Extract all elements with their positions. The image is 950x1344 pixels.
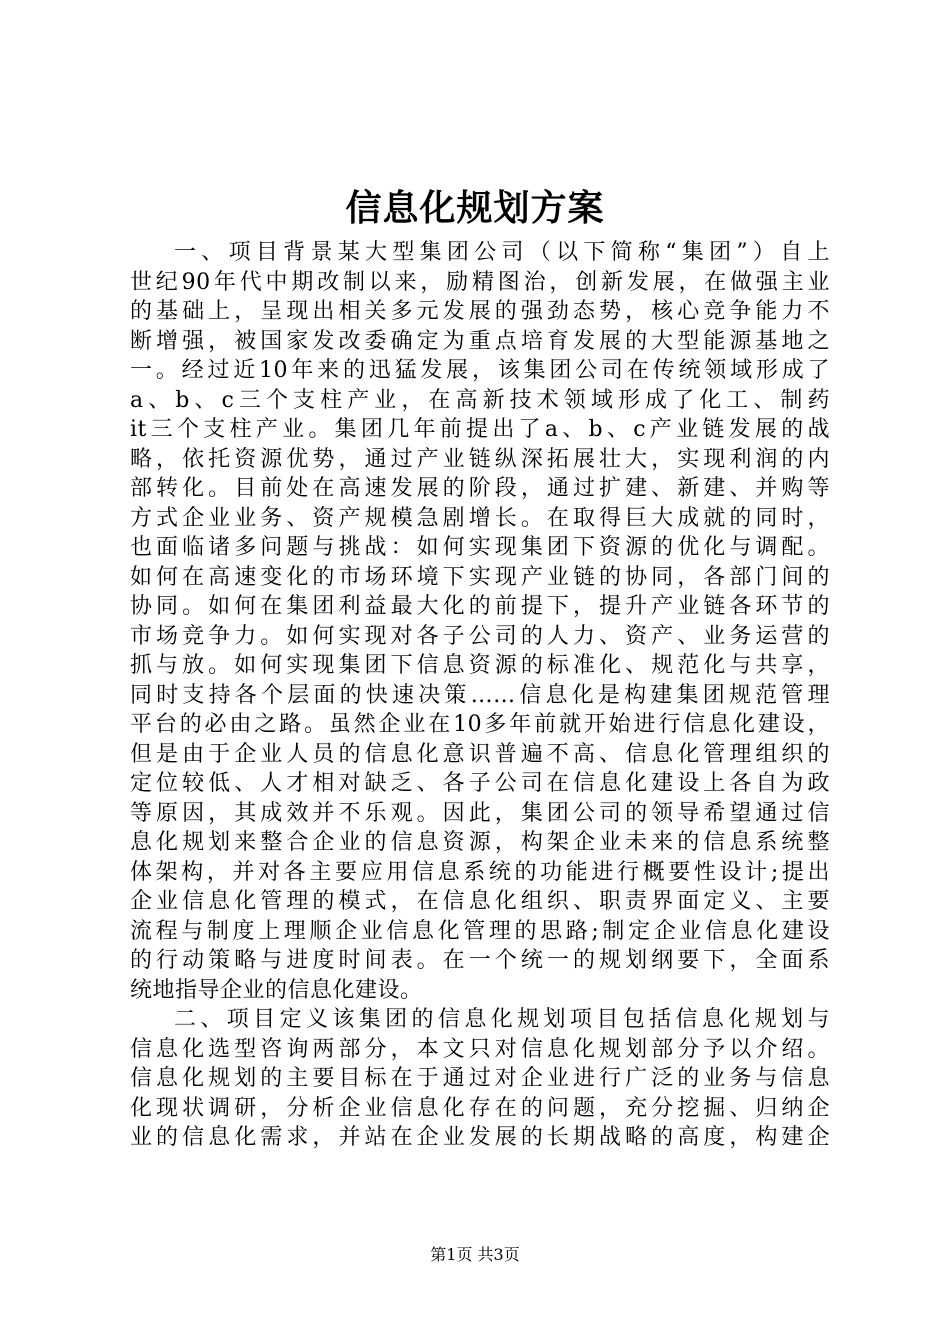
text-line: 协同。如何在集团利益最大化的前提下，提升产业链各环节的 xyxy=(130,594,830,619)
text-line: 化现状调研，分析企业信息化存在的问题，充分挖掘、归纳企 xyxy=(130,1095,830,1121)
text-line: 二、项目定义该集团的信息化规划项目包括信息化规划与 xyxy=(174,1007,830,1032)
text-line: 流程与制度上理顺企业信息化管理的思路;制定企业信息化建设 xyxy=(130,918,830,944)
text-line: 抓与放。如何实现集团下信息资源的标准化、规范化与共享， xyxy=(130,653,830,678)
text-line: 一、项目背景某大型集团公司（以下简称“集团”）自上 xyxy=(174,240,830,265)
text-line: 但是由于企业人员的信息化意识普遍不高、信息化管理组织的 xyxy=(130,741,830,767)
text-line: 方式企业业务、资产规模急剧增长。在取得巨大成就的同时， xyxy=(130,505,830,531)
text-line: 信息化规划的主要目标在于通过对企业进行广泛的业务与信息 xyxy=(130,1066,830,1091)
text-line: 如何在高速变化的市场环境下实现产业链的协同，各部门间的 xyxy=(130,564,830,590)
text-line: 企业信息化管理的模式，在信息化组织、职责界面定义、主要 xyxy=(130,889,830,914)
text-line: 的基础上，呈现出相关多元发展的强劲态势，核心竞争能力不 xyxy=(130,299,830,324)
text-line: 也面临诸多问题与挑战：如何实现集团下资源的优化与调配。 xyxy=(130,535,830,560)
text-line: 市场竞争力。如何实现对各子公司的人力、资产、业务运营的 xyxy=(130,623,830,649)
text-line: 部转化。目前处在高速发展的阶段，通过扩建、新建、并购等 xyxy=(130,476,830,501)
text-line: 断增强，被国家发改委确定为重点培育发展的大型能源基地之 xyxy=(130,328,830,354)
text-line: 同时支持各个层面的快速决策……信息化是构建集团规范管理 xyxy=(130,682,830,708)
text-line: 统地指导企业的信息化建设。 xyxy=(130,977,423,1003)
document-body xyxy=(130,238,830,1153)
text-line: 业的信息化需求，并站在企业发展的长期战略的高度，构建企 xyxy=(130,1125,830,1150)
text-line: 的行动策略与进度时间表。在一个统一的规划纲要下，全面系 xyxy=(130,948,830,973)
text-line: 息化规划来整合企业的信息资源，构架企业未来的信息系统整 xyxy=(130,830,830,855)
page-footer: 第1页 共3页 xyxy=(430,1245,520,1264)
text-line: 略，依托资源优势，通过产业链纵深拓展壮大，实现利润的内 xyxy=(130,446,830,472)
page-title: 信息化规划方案 xyxy=(345,187,605,229)
text-line: 一。经过近10年来的迅猛发展，该集团公司在传统领域形成了 xyxy=(130,358,830,383)
text-line: 等原因，其成效并不乐观。因此，集团公司的领导希望通过信 xyxy=(130,800,830,826)
text-line: 体架构，并对各主要应用信息系统的功能进行概要性设计;提出 xyxy=(130,859,830,885)
text-line: a、b、c三个支柱产业，在高新技术领域形成了化工、制药 xyxy=(130,387,830,413)
text-line: 世纪90年代中期改制以来，励精图治，创新发展，在做强主业 xyxy=(130,269,830,295)
text-line: it三个支柱产业。集团几年前提出了a、b、c产业链发展的战 xyxy=(130,417,830,442)
text-line: 信息化选型咨询两部分，本文只对信息化规划部分予以介绍。 xyxy=(130,1036,830,1062)
text-line: 平台的必由之路。虽然企业在10多年前就开始进行信息化建设， xyxy=(130,712,830,737)
text-line: 定位较低、人才相对缺乏、各子公司在信息化建设上各自为政 xyxy=(130,771,830,796)
